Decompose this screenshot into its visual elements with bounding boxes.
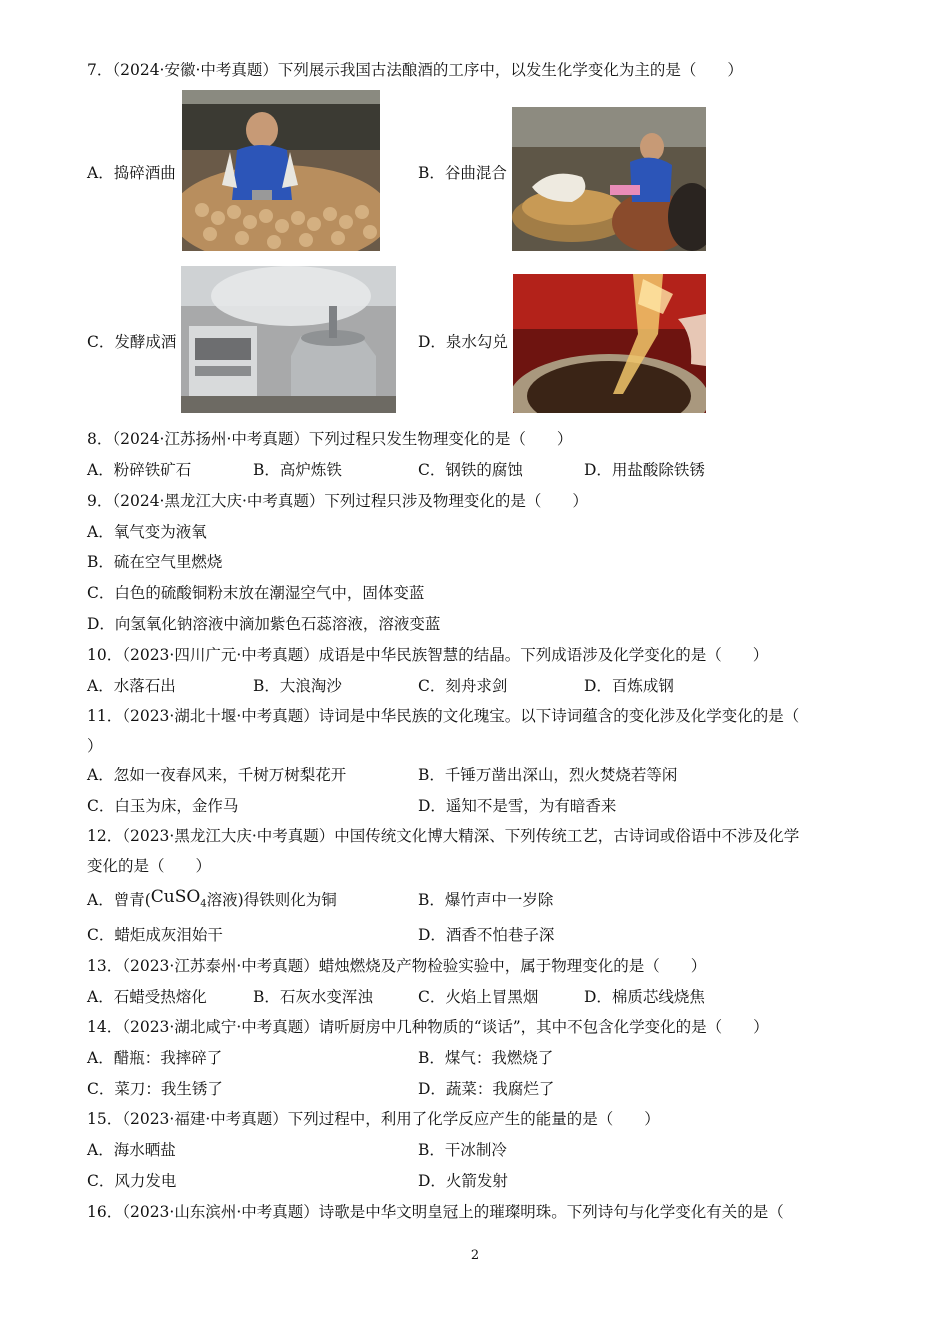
- q13-option-c[interactable]: C．火焰上冒黑烟: [418, 988, 539, 1006]
- q14-stem: 14．（2023·湖北咸宁·中考真题）请听厨房中几种物质的“谈话”，其中不包含化学变化的是（ ）: [87, 1018, 769, 1036]
- q13-stem: 13．（2023·江苏泰州·中考真题）蜡烛燃烧及产物检验实验中，属于物理变化的是（ ）: [87, 957, 707, 975]
- q16-stem: 16．（2023·山东滨州·中考真题）诗歌是中华文明皇冠上的璀璨明珠。下列诗句与化学变化有关的是（: [87, 1203, 784, 1221]
- q15-option-c[interactable]: C．风力发电: [87, 1172, 177, 1190]
- q10-stem: 10．（2023·四川广元·中考真题）成语是中华民族智慧的结晶。下列成语涉及化学变化的是（ ）: [87, 646, 769, 664]
- q15-stem: 15．（2023·福建·中考真题）下列过程中，利用了化学反应产生的能量的是（ ）: [87, 1110, 660, 1128]
- q7-image-b: [512, 107, 706, 251]
- q9-option-d[interactable]: D．向氢氧化钠溶液中滴加紫色石蕊溶液，溶液变蓝: [87, 615, 441, 633]
- q11-option-a[interactable]: A．忽如一夜春风来，千树万树梨花开: [87, 766, 347, 784]
- q7-option-b[interactable]: B．谷曲混合: [418, 164, 507, 182]
- q8-option-b[interactable]: B．高炉炼铁: [253, 461, 342, 479]
- q12-option-a-suffix: 溶液)得铁则化为铜: [206, 891, 337, 909]
- q7-image-d: [513, 274, 706, 413]
- q9-option-a[interactable]: A．氧气变为液氧: [87, 523, 207, 541]
- q8-option-a[interactable]: A．粉碎铁矿石: [87, 461, 192, 479]
- q7-option-d[interactable]: D．泉水勾兑: [418, 333, 508, 351]
- q7-option-a[interactable]: A．捣碎酒曲: [87, 164, 176, 182]
- q7-option-c[interactable]: C．发酵成酒: [87, 333, 177, 351]
- q7-image-c: [181, 266, 396, 413]
- q13-option-a[interactable]: A．石蜡受热熔化: [87, 988, 207, 1006]
- q8-option-c[interactable]: C．钢铁的腐蚀: [418, 461, 523, 479]
- q12-formula-subscript: 4: [200, 898, 207, 910]
- q12-option-a-prefix: A．曾青(: [87, 891, 151, 909]
- q11-stem-continued: ）: [87, 737, 103, 755]
- q8-stem: 8．（2024·江苏扬州·中考真题）下列过程只发生物理变化的是（ ）: [87, 430, 573, 448]
- q11-stem: 11．（2023·湖北十堰·中考真题）诗词是中华民族的文化瑰宝。以下诗词蕴含的变化涉及化学变化的是（: [87, 707, 800, 725]
- q10-option-b[interactable]: B．大浪淘沙: [253, 677, 342, 695]
- q12-stem: 12．（2023·黑龙江大庆·中考真题）中国传统文化博大精深、下列传统工艺，古诗词或俗语中不涉及化学: [87, 827, 800, 845]
- q12-option-d[interactable]: D．酒香不怕巷子深: [418, 926, 555, 944]
- q14-option-b[interactable]: B．煤气：我燃烧了: [418, 1049, 554, 1067]
- q11-option-c[interactable]: C．白玉为床，金作马: [87, 797, 239, 815]
- q12-formula: [150, 887, 207, 910]
- q14-option-a[interactable]: A．醋瓶：我摔碎了: [87, 1049, 223, 1067]
- q12-option-b[interactable]: B．爆竹声中一岁除: [418, 891, 554, 909]
- q15-option-a[interactable]: A．海水晒盐: [87, 1141, 176, 1159]
- q11-option-b[interactable]: B．千锤万凿出深山，烈火焚烧若等闲: [418, 766, 678, 784]
- q13-option-d[interactable]: D．棉质芯线烧焦: [584, 988, 705, 1006]
- q10-option-a[interactable]: A．水落石出: [87, 677, 176, 695]
- q10-option-d[interactable]: D．百炼成钢: [584, 677, 674, 695]
- q10-option-c[interactable]: C．刻舟求剑: [418, 677, 508, 695]
- q7-image-a: [182, 90, 380, 251]
- q11-option-d[interactable]: D．遥知不是雪，为有暗香来: [418, 797, 617, 815]
- q13-option-b[interactable]: B．石灰水变浑浊: [253, 988, 373, 1006]
- q15-option-d[interactable]: D．火箭发射: [418, 1172, 508, 1190]
- q9-option-b[interactable]: B．硫在空气里燃烧: [87, 553, 223, 571]
- q12-option-a[interactable]: [87, 887, 337, 917]
- q9-stem: 9．（2024·黑龙江大庆·中考真题）下列过程只涉及物理变化的是（ ）: [87, 492, 588, 510]
- page-number: 2: [470, 1248, 480, 1263]
- q12-option-c[interactable]: C．蜡炬成灰泪始干: [87, 926, 223, 944]
- q14-option-d[interactable]: D．蔬菜：我腐烂了: [418, 1080, 555, 1098]
- q9-option-c[interactable]: C．白色的硫酸铜粉末放在潮湿空气中，固体变蓝: [87, 584, 425, 602]
- q8-option-d[interactable]: D．用盐酸除铁锈: [584, 461, 705, 479]
- q7-stem: 7．（2024·安徽·中考真题）下列展示我国古法酿酒的工序中，以发生化学变化为主的是（ ）: [87, 61, 743, 79]
- q14-option-c[interactable]: C．菜刀：我生锈了: [87, 1080, 223, 1098]
- q15-option-b[interactable]: B．干冰制冷: [418, 1141, 507, 1159]
- q12-stem-continued: 变化的是（ ）: [87, 857, 212, 875]
- q12-formula-text: CuSO: [150, 887, 201, 907]
